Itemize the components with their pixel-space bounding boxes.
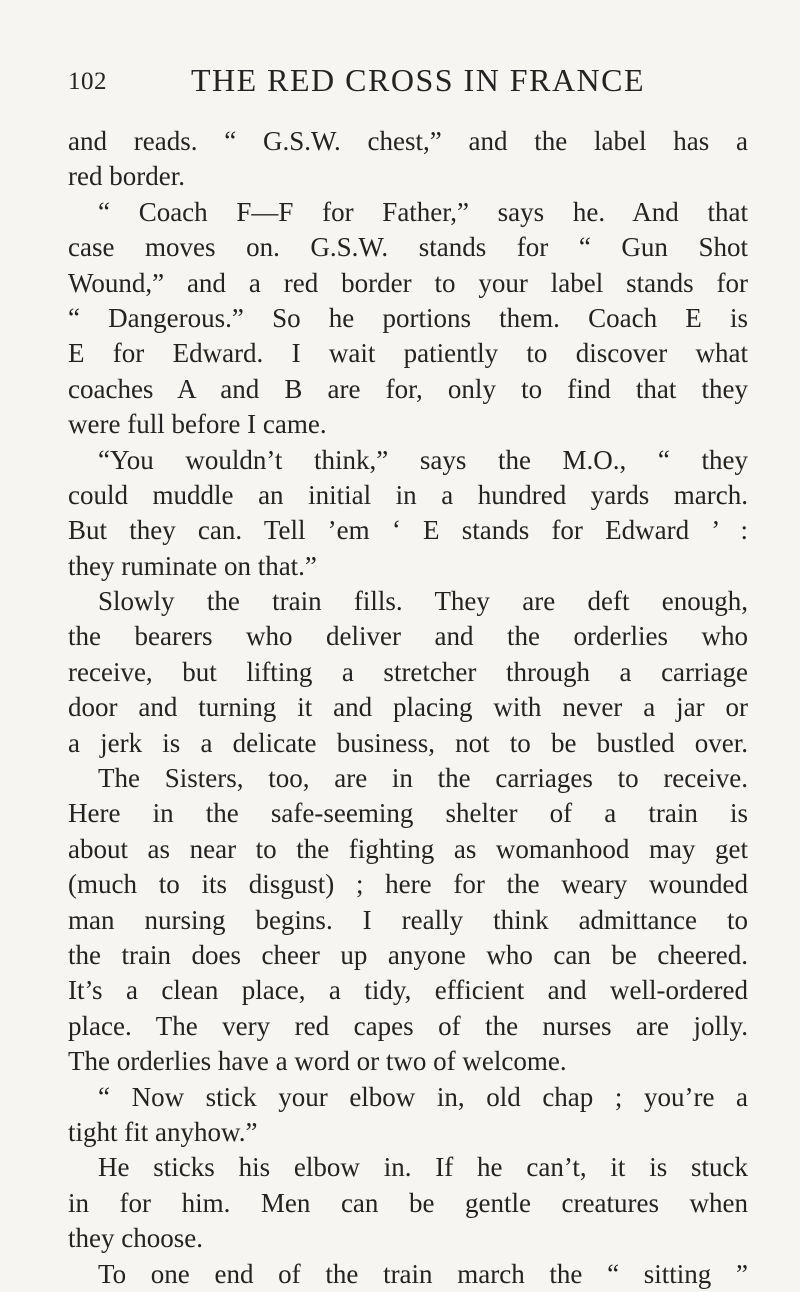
page-number: 102 xyxy=(68,68,107,95)
text-line: place. The very red capes of the nurses are jolly. xyxy=(68,1010,748,1041)
text-line: coaches A and B are for, only to find that they xyxy=(68,373,748,404)
text-line: The orderlies have a word or two of welcome. xyxy=(68,1046,567,1077)
text-line: door and turning it and placing with never a jar or xyxy=(68,692,748,723)
text-line: (much to its disgust) ; here for the weary wounded xyxy=(68,869,748,900)
body-text xyxy=(68,124,748,1292)
text-line: and reads. “ G.S.W. chest,” and the label has a xyxy=(68,126,748,156)
text-line: about as near to the fighting as womanhood may get xyxy=(68,833,748,864)
text-line: Here in the safe-seeming shelter of a train is xyxy=(68,798,748,829)
text-line: in for him. Men can be gentle creatures when xyxy=(68,1187,748,1218)
text-line: Slowly the train fills. They are deft enough, xyxy=(98,586,748,617)
text-line: they ruminate on that.” xyxy=(68,550,317,581)
text-line: He sticks his elbow in. If he can’t, it is stuck xyxy=(98,1152,748,1183)
text-line: case moves on. G.S.W. stands for “ Gun Shot xyxy=(68,232,748,263)
text-line: the train does cheer up anyone who can be cheered. xyxy=(68,939,748,970)
text-line: “ Dangerous.” So he portions them. Coach E is xyxy=(68,302,748,333)
running-title: THE RED CROSS IN FRANCE xyxy=(190,62,646,98)
text-line: It’s a clean place, a tidy, efficient and well-ordered xyxy=(68,975,748,1006)
text-line: E for Edward. I wait patiently to discover what xyxy=(68,338,748,369)
text-line: a jerk is a delicate business, not to be bustled over. xyxy=(68,727,748,758)
text-line: were full before I came. xyxy=(68,409,327,440)
running-head xyxy=(68,62,748,102)
text-line: they choose. xyxy=(68,1223,203,1254)
text-line: The Sisters, too, are in the carriages to receive. xyxy=(98,763,748,794)
text-line: But they can. Tell ’em ‘ E stands for Edward ’ : xyxy=(68,515,748,546)
text-line: the bearers who deliver and the orderlies who xyxy=(68,621,748,652)
text-line: To one end of the train march the “ sitting ” xyxy=(98,1258,748,1289)
text-line: tight fit anyhow.” xyxy=(68,1116,258,1147)
text-line: red border. xyxy=(68,161,185,192)
text-line: man nursing begins. I really think admittance to xyxy=(68,904,748,935)
text-line: “ Now stick your elbow in, old chap ; you’re a xyxy=(98,1081,748,1112)
text-line: Wound,” and a red border to your label stands for xyxy=(68,267,748,298)
text-line: receive, but lifting a stretcher through a carriage xyxy=(68,656,748,687)
text-line: “ Coach F—F for Father,” says he. And that xyxy=(98,196,748,227)
text-line: could muddle an initial in a hundred yards march. xyxy=(68,479,748,510)
text-line: “You wouldn’t think,” says the M.O., “ they xyxy=(98,444,748,475)
